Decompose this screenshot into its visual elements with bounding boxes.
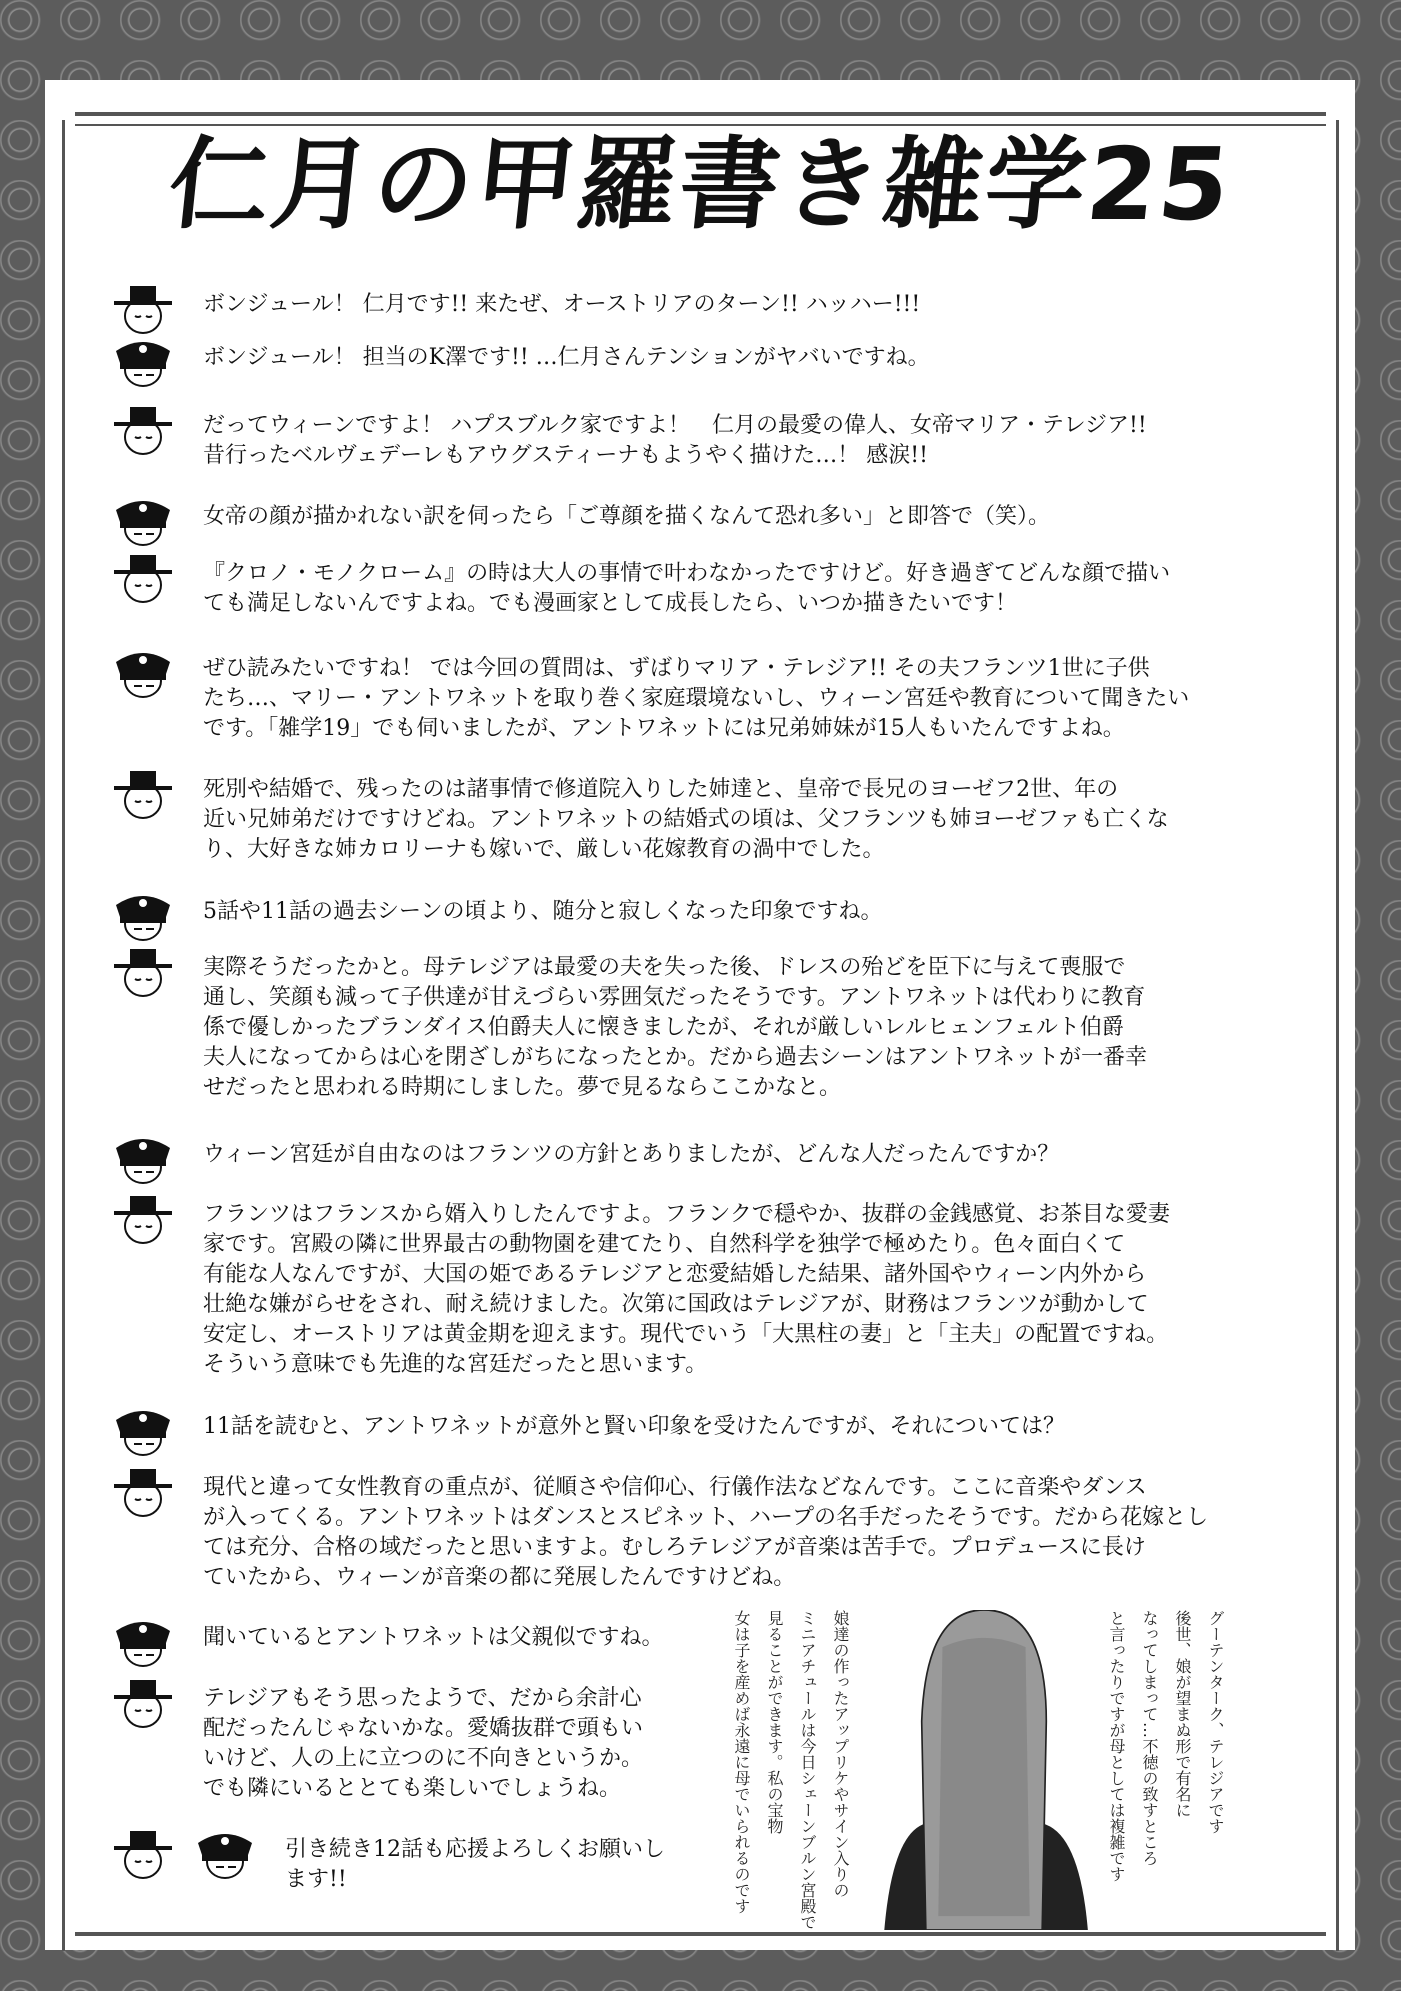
author-avatar-icon bbox=[110, 1192, 176, 1246]
editor-avatar-icon bbox=[110, 889, 176, 943]
author-avatar-icon bbox=[110, 282, 176, 336]
editor-avatar-icon bbox=[110, 1615, 176, 1669]
author-avatar-icon bbox=[110, 945, 176, 999]
dialogue-text: ボンジュール！ 担当のK澤です!! …仁月さんテンションがヤバいですね。 bbox=[203, 345, 930, 370]
dialogue-text: ウィーン宮廷が自由なのはフランツの方針とありましたが、どんな人だったんですか？ bbox=[203, 1142, 1060, 1167]
author-avatar-icon bbox=[110, 1676, 176, 1730]
dialogue-text: ボンジュール！ 仁月です!! 来たぜ、オーストリアのターン!! ハッハー!!! bbox=[203, 292, 921, 317]
editor-avatar-icon bbox=[110, 646, 176, 700]
dialogue-text: 現代と違って女性教育の重点が、従順さや信仰心、行儀作法などなんです。ここに音楽やダンス が入ってくる。アントワネットはダンスとスピネット、ハープの名手だったそうです。だから花嫁とし ては充分、合格の域だったと思いますよ。むしろテレジアが音楽は苦手で。プロデュースに長け ていたから、ウィーンが音楽の都に発展したんですけどね。 bbox=[203, 1475, 1209, 1590]
dialogue-text: テレジアもそう思ったようで、だから余計心 配だったんじゃないかな。愛嬌抜群で頭もい いけど、人の上に立つのに不向きというか。 でも隣にいるととても楽しいでしょうね。 bbox=[203, 1686, 644, 1801]
editor-avatar-icon bbox=[192, 1827, 258, 1881]
editor-avatar-icon bbox=[110, 335, 176, 389]
dialogue-text: 11話を読むと、アントワネットが意外と賢い印象を受けたんですが、それについては？ bbox=[203, 1414, 1066, 1439]
handwritten-note-treasure: 娘達の作ったアップリケやサイン入りの ミニアチュールは今日シェーンブルン宮殿で 見ることができます。私の宝物 女は子を産めば永遠に母でいられるのです bbox=[732, 1610, 850, 1930]
dialogue-text: 5話や11話の過去シーンの頃より、随分と寂しくなった印象ですね。 bbox=[203, 899, 883, 924]
dialogue-text: 死別や結婚で、残ったのは諸事情で修道院入りした姉達と、皇帝で長兄のヨーゼフ2世、年の 近い兄姉弟だけですけどね。アントワネットの結婚式の頃は、父フランツも姉ヨーゼファも亡くな り、大好きな姉カロリーナも嫁いで、厳しい花嫁教育の渦中でした。 bbox=[203, 777, 1169, 862]
author-avatar-icon bbox=[110, 551, 176, 605]
left-rule bbox=[62, 120, 65, 1951]
dialogue-text: 聞いているとアントワネットは父親似ですね。 bbox=[203, 1625, 664, 1650]
author-avatar-icon bbox=[110, 767, 176, 821]
dialogue-text: ぜひ読みたいですね！ では今回の質問は、ずばりマリア・テレジア!! その夫フランツ1世に子供 たち…、マリー・アントワネットを取り巻く家庭環境ないし、ウィーン宮廷や教育について聞きたい です。「雑学19」でも伺いましたが、アントワネットには兄弟姉妹が15人もいたんですよね。 bbox=[203, 656, 1190, 741]
handwritten-note-theresia: グーテンターク、テレジアです 後世、娘が望まぬ形で有名に なってしまって…不徳の致すところ と言ったりですが母としては複雑です bbox=[1107, 1610, 1225, 1882]
right-rule bbox=[1336, 120, 1339, 1951]
editor-avatar-icon bbox=[110, 1404, 176, 1458]
dialogue-text: 女帝の顔が描かれない訳を伺ったら「ご尊顔を描くなんて恐れ多い」と即答で（笑）。 bbox=[203, 504, 1051, 529]
editor-avatar-icon bbox=[110, 1132, 176, 1186]
dialogue-text: だってウィーンですよ！ ハプスブルク家ですよ！ 仁月の最愛の偉人、女帝マリア・テレジア!! 昔行ったベルヴェデーレもアウグスティーナもようやく描けた…！ 感涙!! bbox=[203, 413, 1147, 468]
page-title: 仁月の甲羅書き雑学25 bbox=[163, 126, 1237, 243]
author-avatar-icon bbox=[110, 1465, 176, 1519]
dialogue-text: 『クロノ・モノクローム』の時は大人の事情で叶わなかったですけど。好き過ぎてどんな顔で描い ても満足しないんですよね。でも漫画家として成長したら、いつか描きたいです！ bbox=[203, 561, 1171, 616]
editor-avatar-icon bbox=[110, 494, 176, 548]
dialogue-text: 実際そうだったかと。母テレジアは最愛の夫を失った後、ドレスの殆どを臣下に与えて喪服で 通し、笑顔も減って子供達が甘えづらい雰囲気だったそうです。アントワネットは代わりに教育 係で優しかったブランダイス伯爵夫人に懐きましたが、それが厳しいレルヒェンフェルト伯爵 夫人になってからは心を閉ざしがちになったとか。だから過去シーンはアントワネットが一番幸 せだったと思われる時期にしました。夢で見るならここかなと。 bbox=[203, 955, 1148, 1100]
author-avatar-icon bbox=[110, 403, 176, 457]
dialogue-text: フランツはフランスから婿入りしたんですよ。フランクで穏やか、抜群の金銭感覚、お茶目な愛妻 家です。宮殿の隣に世界最古の動物園を建てたり、自然科学を独学で極めたり。色々面白くて 有能な人なんですが、大国の姫であるテレジアと恋愛結婚した結果、諸外国やウィーン内外から 壮絶な嫌がらせをされ、耐え続けました。次第に国政はテレジアが、財務はフランツが動かして 安定し、オーストリアは黄金期を迎えます。現代でいう「大黒柱の妻」と「主夫」の配置ですね。 そういう意味でも先進的な宮廷だったと思います。 bbox=[203, 1202, 1170, 1377]
dialogue-text: 引き続き12話も応援よろしくお願いし ます!! bbox=[285, 1837, 665, 1892]
theresia-veiled-illustration bbox=[876, 1610, 1092, 1930]
author-avatar-icon bbox=[110, 1827, 176, 1881]
